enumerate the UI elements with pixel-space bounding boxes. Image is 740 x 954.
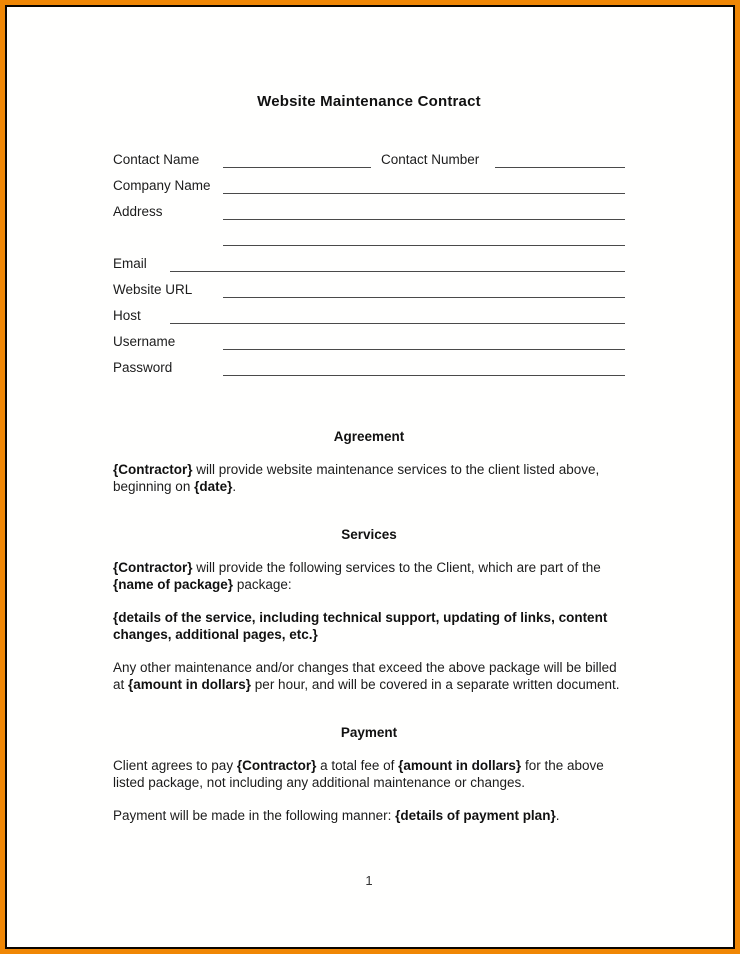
payment-text: a total fee of <box>316 758 399 773</box>
field-row-password <box>113 350 625 376</box>
hourly-amount-placeholder: {amount in dollars} <box>128 677 252 692</box>
field-row-host <box>113 298 625 324</box>
services-paragraph-2 <box>113 609 625 643</box>
agreement-text: will provide website maintenance services to the client listed above, beginning on <box>113 462 600 494</box>
contact-number-line <box>495 167 625 168</box>
payment-paragraph-1 <box>113 757 625 791</box>
contact-form-section <box>113 142 625 376</box>
payment-plan-placeholder: {details of payment plan} <box>395 808 556 823</box>
address-line-2 <box>223 245 625 246</box>
field-row-company-name <box>113 168 625 194</box>
contractor-placeholder: {Contractor} <box>236 758 317 773</box>
services-paragraph-1 <box>113 559 625 593</box>
field-row-website-url <box>113 272 625 298</box>
services-heading: Services <box>341 527 397 542</box>
field-row-username <box>113 324 625 350</box>
field-row-address <box>113 194 625 220</box>
address-label: Address <box>113 204 163 219</box>
company-name-label: Company Name <box>113 178 211 193</box>
field-row-contact <box>113 142 625 168</box>
package-name-placeholder: {name of package} <box>113 577 234 592</box>
document-title: Website Maintenance Contract <box>257 93 481 110</box>
service-details-placeholder: {details of the service, including technical support, updating of links, content changes, additional pages, etc.} <box>113 610 608 642</box>
host-label: Host <box>113 308 141 323</box>
document-content <box>113 7 625 888</box>
services-text: will provide the following services to the Client, which are part of the <box>192 560 601 575</box>
email-line <box>170 271 625 272</box>
contact-name-label: Contact Name <box>113 152 200 167</box>
services-text-end: package: <box>233 577 292 592</box>
password-line <box>223 375 625 376</box>
field-row-address-2 <box>113 220 625 246</box>
contractor-placeholder: {Contractor} <box>113 560 193 575</box>
agreement-text-end: . <box>232 479 237 494</box>
document-page <box>5 5 735 949</box>
payment-text-end: . <box>555 808 560 823</box>
email-label: Email <box>113 256 147 271</box>
address-line-1 <box>223 219 625 220</box>
services-text: Any other maintenance and/or changes that exceed the above package will be billed at <box>113 660 617 692</box>
company-name-line <box>223 193 625 194</box>
host-line <box>170 323 625 324</box>
payment-heading: Payment <box>340 725 398 740</box>
total-fee-placeholder: {amount in dollars} <box>398 758 522 773</box>
payment-text: Payment will be made in the following manner: <box>113 808 396 823</box>
agreement-paragraph <box>113 461 625 495</box>
contractor-placeholder: {Contractor} <box>113 462 193 477</box>
payment-text-end: for the above listed package, not including any additional maintenance or changes. <box>113 758 604 790</box>
payment-text: Client agrees to pay <box>113 758 237 773</box>
website-url-label: Website URL <box>113 282 193 297</box>
contact-name-line <box>223 167 371 168</box>
page-number: 1 <box>365 873 373 888</box>
username-line <box>223 349 625 350</box>
date-placeholder: {date} <box>194 479 233 494</box>
services-text-end: per hour, and will be covered in a separate written document. <box>251 677 620 692</box>
services-paragraph-3 <box>113 659 625 693</box>
website-url-line <box>223 297 625 298</box>
username-label: Username <box>113 334 176 349</box>
contact-number-label: Contact Number <box>381 152 480 167</box>
agreement-heading: Agreement <box>333 429 405 444</box>
password-label: Password <box>113 360 173 375</box>
field-row-email <box>113 246 625 272</box>
payment-paragraph-2 <box>113 807 625 824</box>
